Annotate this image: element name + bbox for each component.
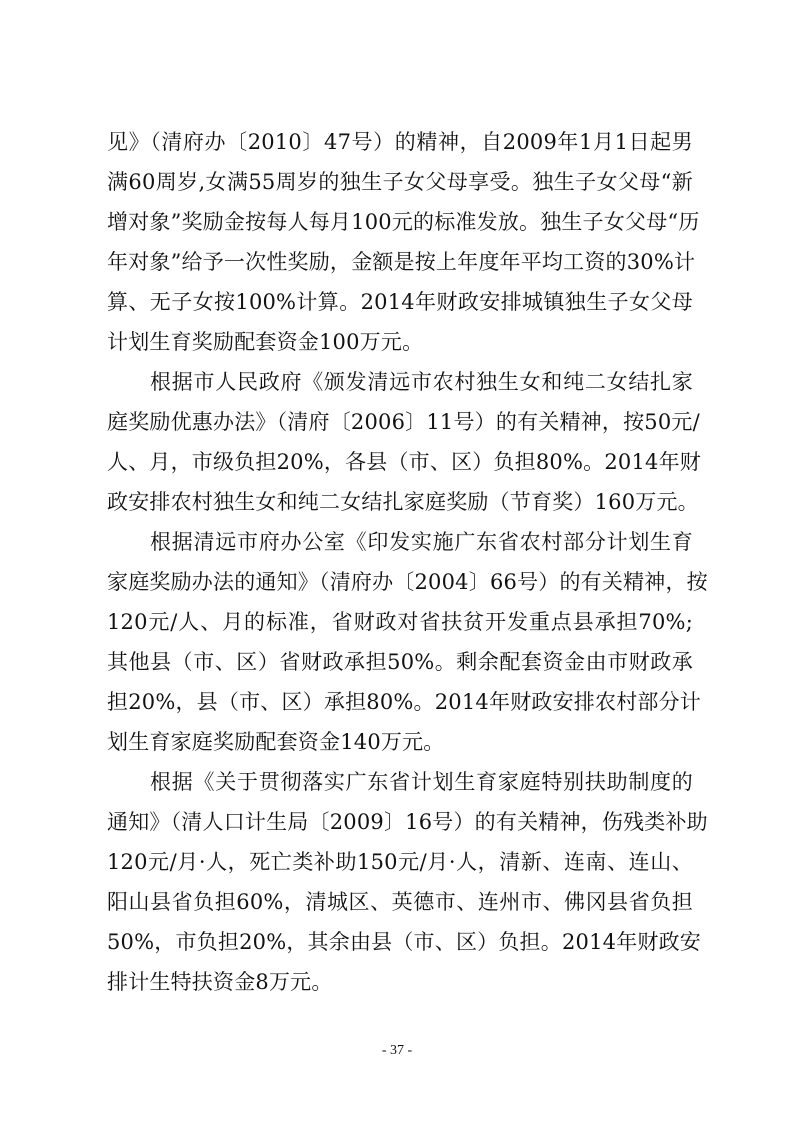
text-line: 增对象”奖励金按每人每月100元的标准发放。独生子女父母“历 — [107, 210, 700, 234]
text-line: 通知》（清人口计生局〔2009〕16号）的有关精神，伤残类补助 — [107, 810, 708, 834]
paragraph-start-line: 根据清远市府办公室《印发实施广东省农村部分计划生育 — [150, 530, 693, 554]
text-line: 50%，市负担20%，其余由县（市、区）负担。2014年财政安 — [107, 930, 701, 954]
text-line: 家庭奖励办法的通知》（清府办〔2004〕66号）的有关精神，按 — [107, 570, 708, 594]
page-number: - 37 - — [381, 1043, 413, 1058]
text-line: 计划生育奖励配套资金100万元。 — [107, 330, 424, 354]
text-line: 年对象”给予一次性奖励，金额是按上年度年平均工资的30%计 — [107, 250, 696, 274]
text-line: 庭奖励优惠办法》（清府〔2006〕11号）的有关精神，按50元/ — [107, 410, 700, 434]
paragraph-start-line: 根据《关于贯彻落实广东省计划生育家庭特别扶助制度的 — [150, 770, 693, 794]
text-line: 算、无子女按100%计算。2014年财政安排城镇独生子女父母 — [107, 290, 693, 314]
text-line: 120元/人、月的标准，省财政对省扶贫开发重点县承担70%; — [107, 610, 693, 634]
text-line: 满60周岁,女满55周岁的独生子女父母享受。独生子女父母“新 — [107, 170, 693, 194]
text-line: 见》（清府办〔2010〕47号）的精神，自2009年1月1日起男 — [107, 130, 693, 154]
text-line: 政安排农村独生女和纯二女结扎家庭奖励（节育奖）160万元。 — [107, 490, 699, 514]
text-line: 120元/月·人，死亡类补助150元/月·人，清新、连南、连山、 — [107, 850, 693, 874]
text-line: 排计生特扶资金8万元。 — [107, 970, 333, 994]
text-line: 担20%，县（市、区）承担80%。2014年财政安排农村部分计 — [107, 690, 701, 714]
paragraph-start-line: 根据市人民政府《颁发清远市农村独生女和纯二女结扎家 — [150, 370, 693, 394]
body-text — [107, 122, 708, 1002]
text-line: 其他县（市、区）省财政承担50%。剩余配套资金由市财政承 — [107, 650, 693, 674]
text-line: 划生育家庭奖励配套资金140万元。 — [107, 730, 445, 754]
text-line: 人、月，市级负担20%，各县（市、区）负担80%。2014年财 — [107, 450, 701, 474]
text-line: 阳山县省负担60%，清城区、英德市、连州市、佛冈县省负担 — [107, 890, 693, 914]
